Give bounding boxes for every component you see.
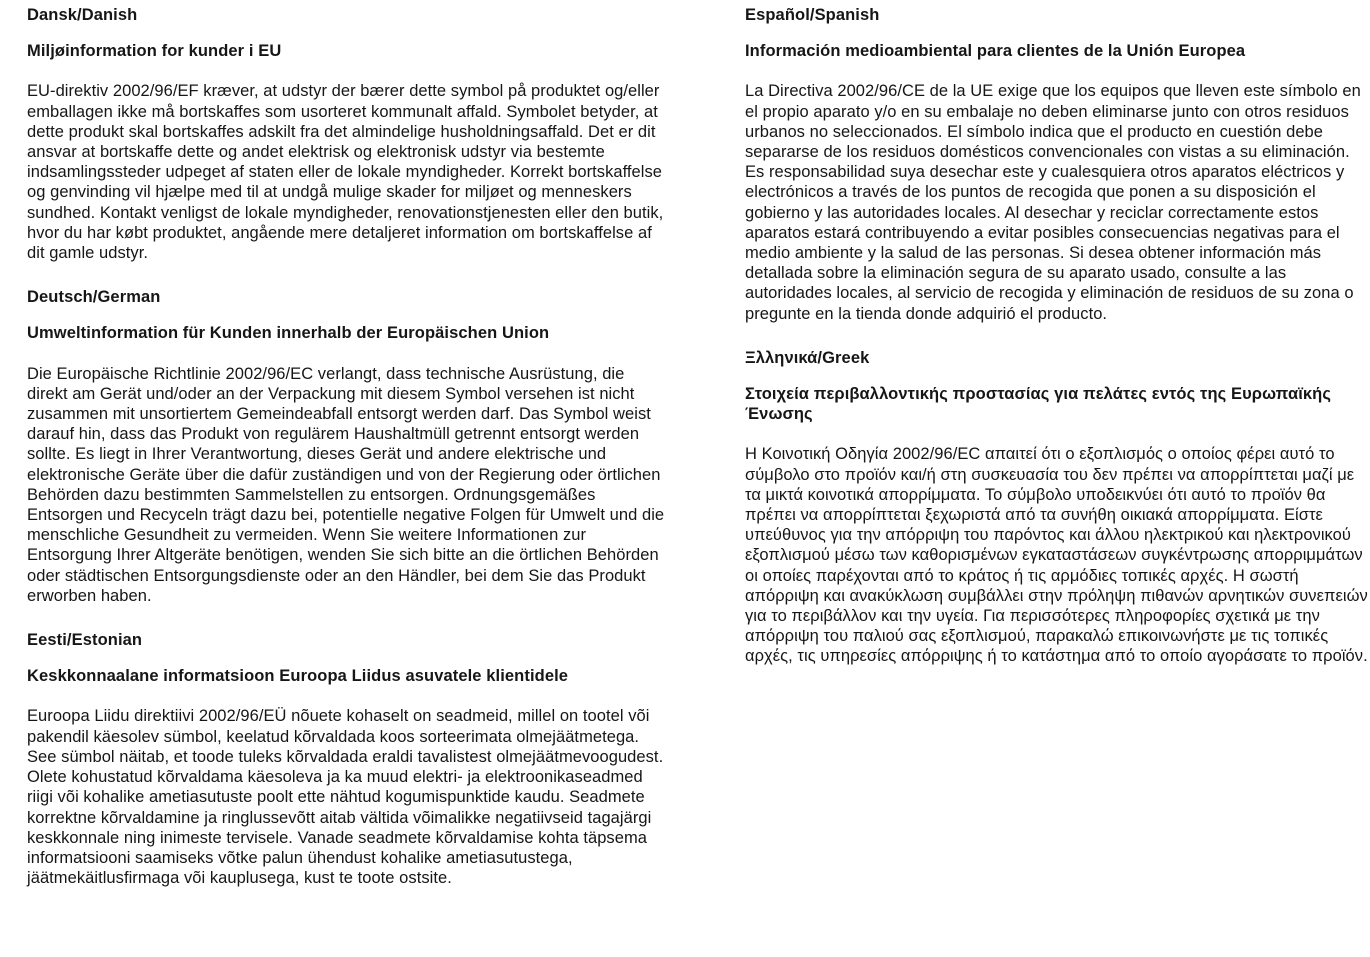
language-label-danish: Dansk/Danish — [27, 6, 138, 24]
section-heading-estonian: Keskkonnaalane informatsioon Euroopa Liidus asuvatele klientidele — [27, 667, 569, 686]
section-danish — [27, 5, 667, 263]
section-body-danish: EU-direktiv 2002/96/EF kræver, at udstyr der bærer dette symbol på produktet og/eller emballagen ikke må bortskaffes som usorteret kommunalt affald. Symbolet betyder, at dette produkt skal bortskaffes adskilt fra det almindelige husholdningsaffald. Det er dit ansvar at bortskaffe dette og andet elektrisk og elektronisk udstyr via bestemte indsamlingssteder udpeget af staten eller de lokale myndigheder. Korrekt bortskaffelse og genvinding vil hjælpe med til at undgå mulige skader for miljøet og menneskers sundhed. Kontakt venligst de lokale myndigheder, renovationstjenesten eller den butik, hvor du har købt produktet, angående mere detaljeret information om bortskaffelse af dit gamle udstyr. — [27, 82, 664, 263]
right-column — [745, 5, 1370, 957]
section-german — [27, 287, 667, 606]
language-label-estonian: Eesti/Estonian — [27, 631, 143, 650]
left-column — [27, 5, 667, 957]
section-body-estonian: Euroopa Liidu direktiivi 2002/96/EÜ nõuete kohaselt on seadmeid, millel on tootel või pakendil käesolev sümbol, keelatud kõrvaldada koos sorteerimata olmejäätmetega. See sümbol näitab, et toode tuleks kõrvaldada eraldi tavalistest olmejäätmevoogudest. Olete kohustatud kõrvaldama käesoleva ja ka muud elektri- ja elektroonikaseadmed riigi või kohalike ametiasutuste poolt ette nähtud kogumispunktide kaudu. Seadmete korrektne kõrvaldamine ja ringlussevõtt aitab vältida võimalikke negatiivseid tagajärgi keskkonnale ning inimeste tervisele. Vanade seadmete kõrvaldamise kohta täpsema informatsiooni saamiseks võtke palun ühendust kohalike ametiasutustega, jäätmekäitlusfirmaga või kauplusega, kust te toote ostsite. — [27, 707, 664, 888]
section-estonian — [27, 630, 667, 888]
section-body-spanish: La Directiva 2002/96/CE de la UE exige que los equipos que lleven este símbolo en el propio aparato y/o en su embalaje no deben eliminarse junto con otros residuos urbanos no seleccionados. El símbolo indica que el producto en cuestión debe separarse de los residuos domésticos convencionales con vistas a su eliminación. Es responsabilidad suya desechar este y cualesquiera otros aparatos eléctricos y electrónicos a través de los puntos de recogida que ponen a su disposición el gobierno y las autoridades locales. Al desechar y reciclar correctamente estos aparatos estará contribuyendo a evitar posibles consecuencias negativas para el medio ambiente y la salud de las personas. Si desea obtener información más detallada sobre la eliminación segura de su aparato usado, consulte a las autoridades locales, al servicio de recogida y eliminación de residuos de su zona o pregunte en la tienda donde adquirió el producto. — [745, 82, 1361, 323]
section-greek — [745, 348, 1370, 667]
language-label-spanish: Español/Spanish — [745, 6, 880, 24]
language-label-german: Deutsch/German — [27, 288, 161, 307]
section-spanish — [745, 5, 1370, 324]
section-heading-spanish: Información medioambiental para clientes de la Unión Europea — [745, 42, 1246, 61]
section-body-greek: Η Κοινοτική Οδηγία 2002/96/EC απαιτεί ότι ο εξοπλισμός ο οποίος φέρει αυτό το σύμβολο στο προϊόν και/ή στη συσκευασία του δεν πρέπει να απορρίπτεται μαζί με τα μικτά κοινοτικά απορρίμματα. Το σύμβολο υποδεικνύει ότι αυτό το προϊόν θα πρέπει να απορρίπτεται ξεχωριστά από τα συνήθη οικιακά απορρίμματα. Είστε υπεύθυνος για την απόρριψη του παρόντος και άλλου ηλεκτρικού και ηλεκτρονικού εξοπλισμού μέσω των καθορισμένων εγκαταστάσεων συγκέντρωσης απορριμμάτων οι οποίες παρέχονται από το κράτος ή τις αρμόδιες τοπικές αρχές. Η σωστή απόρριψη και ανακύκλωση συμβάλλει στην πρόληψη πιθανών αρνητικών συνεπειών για το περιβάλλον και την υγεία. Για περισσότερες πληροφορίες σχετικά με την απόρριψη του παλιού σας εξοπλισμού, παρακαλώ επικοινωνήστε με τις τοπικές αρχές, τις υπηρεσίες απόρριψης ή το κατάστημα από το οποίο αγοράσατε το προϊόν. — [745, 445, 1368, 666]
section-heading-greek: Στοιχεία περιβαλλοντικής προστασίας για πελάτες εντός της Ευρωπαϊκής Ένωσης — [745, 385, 1332, 424]
language-label-greek: Ξλληνικά/Greek — [745, 348, 870, 367]
section-body-german: Die Europäische Richtlinie 2002/96/EC verlangt, dass technische Ausrüstung, die direkt am Gerät und/oder an der Verpackung mit diesem Symbol versehen ist nicht zusammen mit unsortiertem Gemeindeabfall entsorgt werden darf. Das Symbol weist darauf hin, dass das Produkt von regulärem Haushaltmüll getrennt entsorgt werden sollte. Es liegt in Ihrer Verantwortung, dieses Gerät und andere elektrische und elektronische Geräte über die dafür zuständigen und von der Regierung oder örtlichen Behörden dazu bestimmten Sammelstellen zu entsorgen. Ordnungsgemäßes Entsorgen und Recyceln trägt dazu bei, potentielle negative Folgen für Umwelt und die menschliche Gesundheit zu vermeiden. Wenn Sie weitere Informationen zur Entsorgung Ihrer Altgeräte benötigen, wenden Sie sich bitte an die örtlichen Behörden oder städtischen Entsorgungsdienste oder an den Händler, bei dem Sie das Produkt erworben haben. — [27, 364, 665, 605]
section-heading-german: Umweltinformation für Kunden innerhalb der Europäischen Union — [27, 324, 550, 343]
section-heading-danish: Miljøinformation for kunder i EU — [27, 42, 282, 61]
